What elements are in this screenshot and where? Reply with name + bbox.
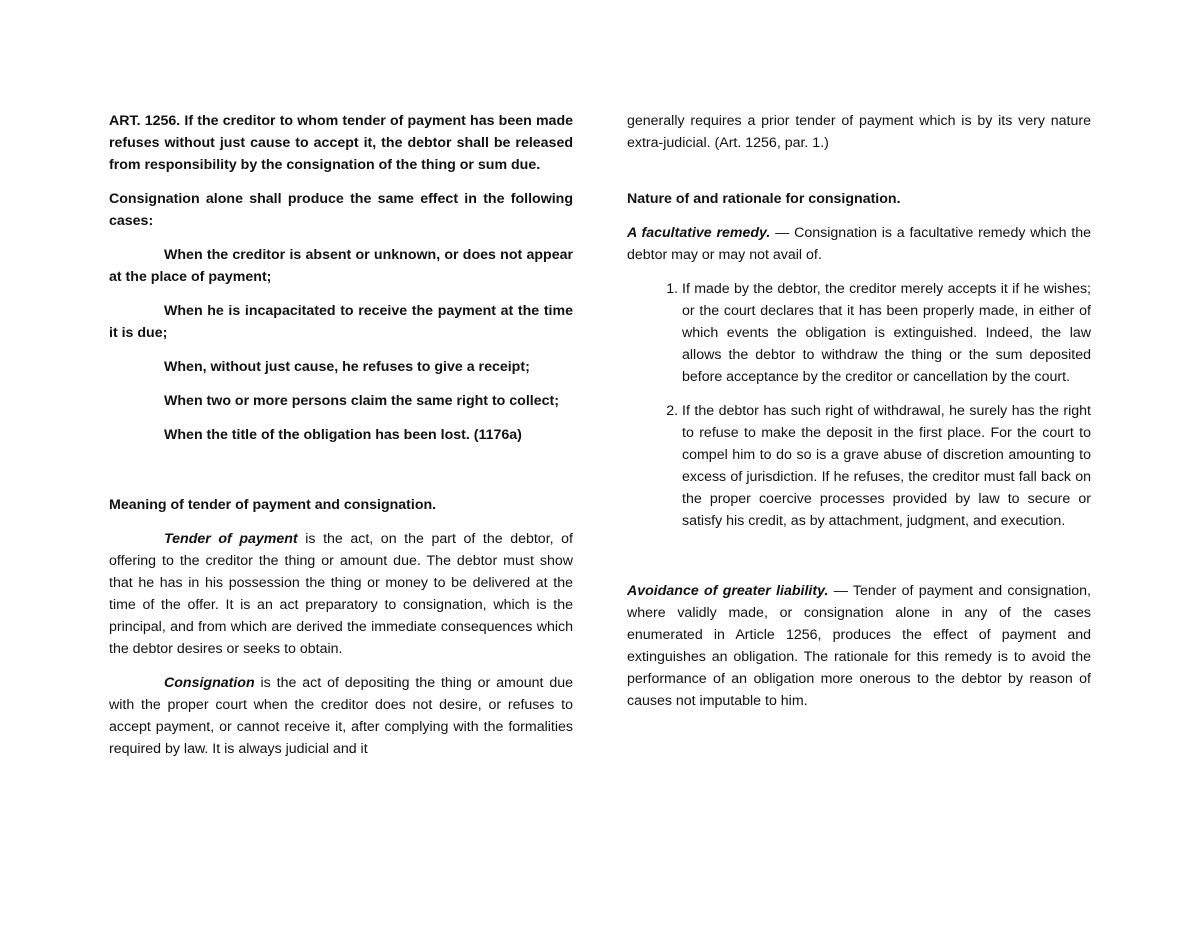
case-item-1: When the creditor is absent or unknown, or does not appear at the place of payment;: [109, 247, 573, 285]
facultative-text: — Consignation is a facultative remedy which the debtor may or may not avail of.: [627, 225, 1092, 263]
tender-paragraph: [109, 528, 573, 660]
case-item-4: When two or more persons claim the same right to collect;: [164, 393, 559, 409]
consignation-term: Consignation: [164, 675, 255, 691]
tender-text: is the act, on the part of the debtor, of offering to the creditor the thing or amount due. The debtor must show that he has in his possession the thing or money to be delivered at the time of the offer. It is an act preparatory to consignation, which is the principal, and from which are derived the immediate consequences which the debtor desires or seeks to obtain.: [109, 531, 573, 657]
list-item: 1. If made by the debtor, the creditor merely accepts it if he wishes; or the court declares that it has been properly made, in either of which events the obligation is extinguished. Indeed, the law allows the debtor to withdraw the thing or the sum deposited before acceptance by the creditor or cancellation by the court.: [682, 278, 1091, 388]
case-item-5: When the title of the obligation has been lost. (1176a): [164, 427, 522, 443]
facultative-paragraph: [627, 222, 1091, 266]
list-item: 2. If the debtor has such right of withdrawal, he surely has the right to refuse to make the deposit in the first place. For the court to compel him to do so is a grave abuse of discretion amounting to excess of jurisdiction. If he refuses, the creditor must fall back on the proper coercive processes provided by law to secure or satisfy his credit, as by attachment, judgment, and execution.: [682, 400, 1091, 532]
numbered-list: [627, 278, 1091, 532]
tender-term: Tender of payment: [164, 531, 298, 547]
avoidance-paragraph: [627, 580, 1091, 712]
right-column: [627, 110, 1091, 712]
article-heading: ART. 1256.: [109, 113, 181, 129]
facultative-term: A facultative remedy.: [627, 225, 771, 241]
article-paragraph: [109, 110, 573, 176]
consignation-text: is the act of depositing the thing or amount due with the proper court when the creditor does not desire, or refuses to accept payment, or cannot receive it, after complying with the formalities required by law. It is always judicial and it: [109, 675, 573, 757]
case-item-3: When, without just cause, he refuses to give a receipt;: [164, 359, 530, 375]
left-column: [109, 110, 573, 760]
consignation-alone-paragraph: Consignation alone shall produce the same effect in the following cases:: [109, 191, 573, 229]
avoidance-term: Avoidance of greater liability.: [627, 583, 829, 599]
meaning-heading: Meaning of tender of payment and consignation.: [109, 497, 437, 513]
article-text: If the creditor to whom tender of payment has been made refuses without just cause to accept it, the debtor shall be released from responsibility by the consignation of the thing or sum due.: [109, 113, 574, 173]
avoidance-text: — Tender of payment and consignation, where validly made, or consignation alone in any of the cases enumerated in Article 1256, produces the effect of payment and extinguishes an obligation. The rationale for this remedy is to avoid the performance of an obligation more onerous to the debtor by reason of causes not imputable to him.: [627, 583, 1091, 709]
consignation-paragraph: [109, 672, 573, 760]
case-item-2: When he is incapacitated to receive the payment at the time it is due;: [109, 303, 573, 341]
nature-heading: Nature of and rationale for consignation.: [627, 191, 901, 207]
continuation-paragraph: generally requires a prior tender of payment which is by its very nature extra-judicial. (Art. 1256, par. 1.): [627, 113, 1091, 151]
